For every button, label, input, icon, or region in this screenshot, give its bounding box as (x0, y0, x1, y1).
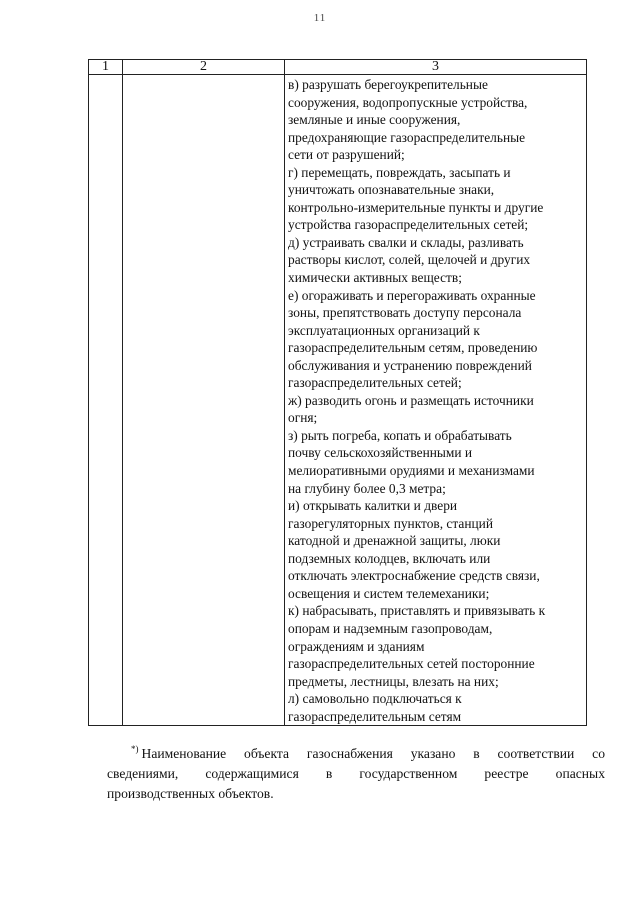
text-line: сети от разрушений; (288, 147, 405, 163)
text-line: зоны, препятствовать доступу персонала (288, 305, 522, 321)
column-header-3: 3 (285, 60, 587, 75)
text-line: предметы, лестницы, влезать на них; (288, 673, 499, 689)
text-line: на глубину более 0,3 метра; (288, 480, 446, 496)
column-header-1: 1 (89, 60, 123, 75)
prohibitions-text (285, 75, 586, 725)
table-cell-col2 (123, 75, 285, 726)
text-line: уничтожать опознавательные знаки, (288, 182, 495, 198)
text-line: е) огораживать и перегораживать охранные (288, 287, 536, 303)
text-line: газораспределительных сетей посторонние (288, 656, 535, 672)
text-line: эксплуатационных организаций к (288, 322, 480, 338)
footnote (107, 739, 605, 804)
text-line: устройства газораспределительных сетей; (288, 217, 529, 233)
footnote-marker: *) (131, 744, 139, 754)
text-line: мелиоративными орудиями и механизмами (288, 463, 535, 479)
text-line: контрольно-измерительные пункты и другие (288, 199, 544, 215)
text-line: катодной и дренажной защиты, люки (288, 533, 501, 549)
table-cell-col3 (285, 75, 587, 726)
text-line: к) набрасывать, приставлять и привязывать к (288, 603, 546, 619)
text-line: земляные и иные сооружения, (288, 112, 461, 128)
text-line: растворы кислот, солей, щелочей и других (288, 252, 531, 268)
text-line: в) разрушать берегоукрепительные (288, 77, 488, 92)
text-line: отключать электроснабжение средств связи, (288, 568, 540, 584)
table-cell-col1 (89, 75, 123, 726)
text-line: л) самовольно подключаться к (288, 691, 462, 707)
text-line: опорам и надземным газопроводам, (288, 620, 493, 636)
text-line: предохраняющие газораспределительные (288, 129, 526, 145)
footnote-text: Наименование объекта газоснабжения указано в соответствии со (141, 746, 605, 761)
text-line: газораспределительным сетям (288, 708, 462, 724)
column-header-2: 2 (123, 60, 285, 75)
text-line: химически активных веществ; (288, 270, 462, 286)
text-line: почву сельскохозяйственными и (288, 445, 473, 461)
table-header-row (89, 60, 587, 75)
text-line: ж) разводить огонь и размещать источники (288, 392, 534, 408)
text-line: подземных колодцев, включать или (288, 550, 491, 566)
text-line: д) устраивать свалки и склады, разливать (288, 234, 524, 250)
text-line: обслуживания и устранению повреждений (288, 357, 532, 373)
text-line: г) перемещать, повреждать, засыпать и (288, 164, 511, 180)
table-row (89, 75, 587, 726)
text-line: газораспределительных сетей; (288, 375, 462, 391)
footnote-line: сведениями, содержащимися в государственном реестре опасных (107, 766, 605, 781)
text-line: газорегуляторных пунктов, станций (288, 515, 494, 531)
text-line: и) открывать калитки и двери (288, 498, 458, 514)
footnote-line (107, 739, 605, 764)
footnote-line: производственных объектов. (107, 786, 274, 801)
page-number: 11 (313, 12, 327, 24)
text-line: сооружения, водопропускные устройства, (288, 94, 528, 110)
text-line: ограждениям и зданиям (288, 638, 425, 654)
text-line: газораспределительным сетям, проведению (288, 340, 538, 356)
requirements-table (88, 59, 587, 726)
text-line: огня; (288, 410, 318, 426)
text-line: з) рыть погреба, копать и обрабатывать (288, 427, 512, 443)
text-line: освещения и систем телемеханики; (288, 585, 490, 601)
